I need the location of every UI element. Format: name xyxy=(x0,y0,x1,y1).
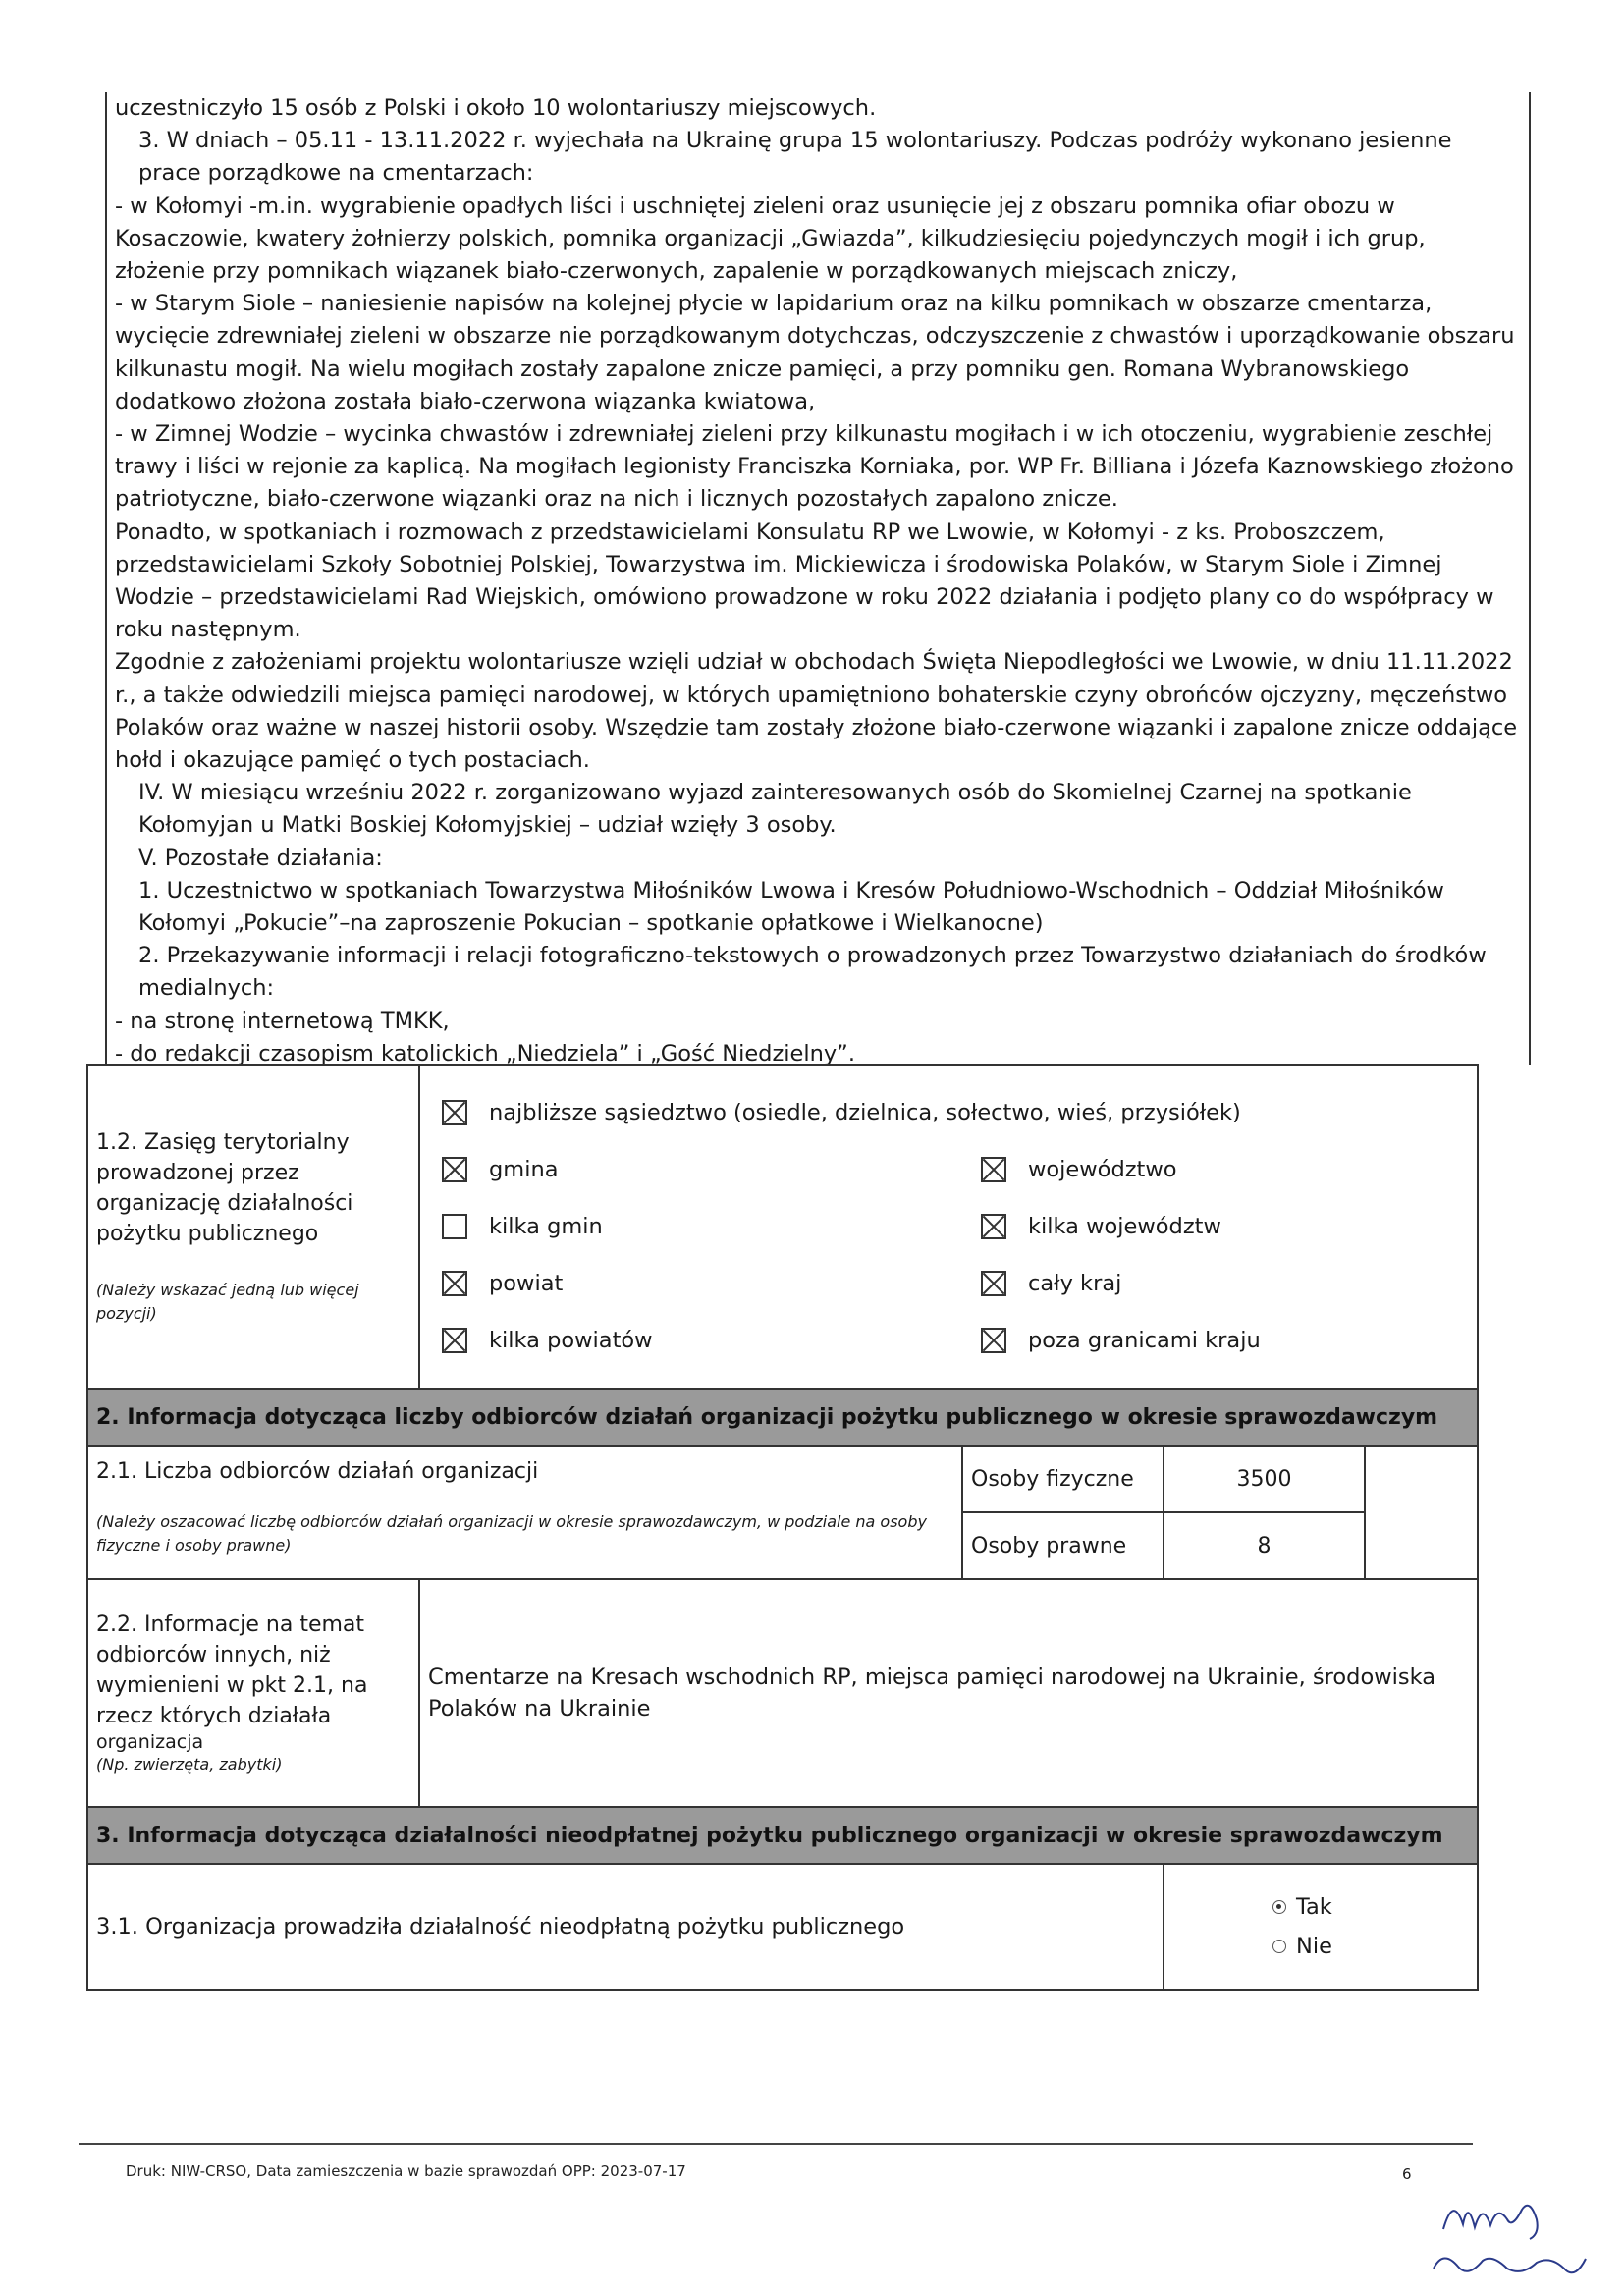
paragraph: 3. W dniach – 05.11 - 13.11.2022 r. wyjechała na Ukrainę grupa 15 wolontariuszy. Podczas podróży wykonano jesienne prace porządkowe na cmentarzach: xyxy=(138,128,1452,187)
page-number: 6 xyxy=(1402,2165,1412,2183)
recipients-note: (Należy oszacować liczbę odbiorców działań organizacji w okresie sprawozdawczym, w podziale na osoby fizyczne i osoby prawne) xyxy=(96,1512,927,1555)
option-kilka-gmin[interactable] xyxy=(442,1207,949,1246)
scope-label: 1.2. Zasięg terytorialny prowadzonej przez organizację działalności pożytku publicznego xyxy=(96,1130,353,1246)
section-2-header: 2. Informacja dotycząca liczby odbiorców działań organizacji pożytku publicznego w okresie sprawozdawczym xyxy=(87,1389,1478,1446)
section-3-header: 3. Informacja dotycząca działalności nieodpłatnej pożytku publicznego organizacji w okresie sprawozdawczym xyxy=(87,1807,1478,1864)
paragraph: Zgodnie z założeniami projektu wolontariusze wzięli udział w obchodach Święta Niepodległości we Lwowie, w dniu 11.11.2022 r., a także odwiedzili miejsca pamięci narodowej, w których upamiętniono bohaterskie czyny obrońców ojczyzny, męczeństwo Polaków oraz ważne w naszej historii osoby. Wszędzie tam zostały złożone biało-czerwone wiązanki i zapalone znicze oddające hołd i okazujące pamięć o tych postaciach. xyxy=(115,649,1518,774)
other-recipients-label-small: organizacja xyxy=(96,1731,204,1753)
handwritten-signature xyxy=(1414,2190,1610,2288)
radio-selected-icon[interactable] xyxy=(1272,1900,1286,1914)
checkbox-checked-icon[interactable] xyxy=(981,1214,1006,1239)
radio-tak[interactable] xyxy=(1272,1894,1477,1920)
option-label: kilka gmin xyxy=(489,1214,603,1239)
option-powiat[interactable] xyxy=(442,1264,949,1303)
scope-options-cell xyxy=(419,1065,1478,1389)
option-label: cały kraj xyxy=(1028,1271,1122,1296)
radio-empty-icon[interactable] xyxy=(1272,1940,1286,1953)
checkbox-checked-icon[interactable] xyxy=(442,1271,467,1296)
free-activity-radios xyxy=(1164,1864,1478,1990)
radio-label: Tak xyxy=(1296,1894,1332,1920)
paragraph: - na stronę internetową TMKK, xyxy=(115,1008,450,1034)
other-recipients-note: (Np. zwierzęta, zabytki) xyxy=(96,1755,283,1774)
scope-label-cell xyxy=(87,1065,419,1389)
checkbox-empty-icon[interactable] xyxy=(442,1214,467,1239)
option-kilka-powiatow[interactable] xyxy=(442,1321,949,1360)
paragraph: - w Kołomyi -m.in. wygrabienie opadłych liści i uschniętej zieleni oraz usunięcie jej z obszaru pomnika ofiar obozu w Kosaczowie, kwatery żołnierzy polskich, pomnika organizacji „Gwiazda”, kilkudziesięciu pojedynczych mogił i ich grup, złożenie przy pomnikach wiązanek biało-czerwonych, zapalenie w porządkowanych miejscach zniczy, xyxy=(115,192,1426,285)
footer-divider xyxy=(79,2143,1473,2145)
paragraph: - w Starym Siole – naniesienie napisów na kolejnej płycie w lapidarium oraz na kilku pomnikach w obszarze cmentarza, wycięcie zdrewniałej zieleni w obszarze nie porządkowanym dotychczas, odczyszczenie z chwastów i uporządkowanie obszaru kilkunastu mogił. Na wielu mogiłach zostały zapalone znicze pamięci, a przy pomniku gen. Romana Wybranowskiego dodatkowo złożona została biało-czerwona wiązanka kwiatowa, xyxy=(115,291,1515,414)
checkbox-checked-icon[interactable] xyxy=(442,1100,467,1125)
radio-nie[interactable] xyxy=(1272,1934,1477,1959)
option-gmina[interactable] xyxy=(442,1150,949,1189)
option-label: kilka województw xyxy=(1028,1214,1221,1239)
option-caly-kraj[interactable] xyxy=(949,1264,1457,1303)
legal-persons-value[interactable]: 8 xyxy=(1164,1512,1365,1579)
footer-print-info: Druk: NIW-CRSO, Data zamieszczenia w bazie sprawozdań OPP: 2023-07-17 xyxy=(126,2162,686,2180)
paragraph: 2. Przekazywanie informacji i relacji fotograficzno-tekstowych o prowadzonych przez Towarzystwo działaniach do środków medialnych: xyxy=(138,943,1487,1002)
other-recipients-value[interactable]: Cmentarze na Kresach wschodnich RP, miejsca pamięci narodowej na Ukrainie, środowiska Polaków na Ukrainie xyxy=(419,1579,1478,1807)
paragraph: V. Pozostałe działania: xyxy=(138,845,383,871)
report-form-table xyxy=(86,1064,1479,1991)
paragraph: uczestniczyło 15 osób z Polski i około 10 wolontariuszy miejscowych. xyxy=(115,95,877,121)
paragraph: Ponadto, w spotkaniach i rozmowach z przedstawicielami Konsulatu RP we Lwowie, w Kołomyi - z ks. Proboszczem, przedstawicielami Szkoły Sobotniej Polskiej, Towarzystwa im. Mickiewicza i środowiska Polaków, w Starym Siole i Zimnej Wodzie – przedstawicielami Rad Wiejskich, omówiono prowadzone w roku 2022 działania i podjęto plany co do współpracy w roku następnym. xyxy=(115,519,1494,643)
option-label: gmina xyxy=(489,1157,559,1182)
paragraph: - do redakcji czasopism katolickich „Niedziela” i „Gość Niedzielny”. xyxy=(115,1040,855,1066)
option-label: województwo xyxy=(1028,1157,1177,1182)
checkbox-checked-icon[interactable] xyxy=(442,1157,467,1182)
option-label: powiat xyxy=(489,1271,564,1296)
empty-cell xyxy=(1365,1446,1478,1579)
recipients-label: 2.1. Liczba odbiorców działań organizacji xyxy=(96,1459,539,1484)
checkbox-checked-icon[interactable] xyxy=(981,1271,1006,1296)
radio-label: Nie xyxy=(1296,1934,1332,1959)
narrative-continuation xyxy=(105,92,1531,1065)
other-recipients-label: 2.2. Informacje na temat odbiorców innych, niż wymienieni w pkt 2.1, na rzecz których działała xyxy=(96,1613,368,1728)
option-kilka-wojewodztw[interactable] xyxy=(949,1207,1457,1246)
natural-persons-value[interactable]: 3500 xyxy=(1164,1446,1365,1512)
option-wojewodztwo[interactable] xyxy=(949,1150,1457,1189)
legal-persons-label: Osoby prawne xyxy=(962,1512,1164,1579)
checkbox-checked-icon[interactable] xyxy=(981,1328,1006,1353)
option-label: kilka powiatów xyxy=(489,1328,653,1353)
other-recipients-label-cell xyxy=(87,1579,419,1807)
free-activity-label: 3.1. Organizacja prowadziła działalność nieodpłatną pożytku publicznego xyxy=(87,1864,1164,1990)
natural-persons-label: Osoby fizyczne xyxy=(962,1446,1164,1512)
checkbox-checked-icon[interactable] xyxy=(442,1328,467,1353)
scope-note: (Należy wskazać jedną lub więcej pozycji) xyxy=(96,1281,359,1323)
option-neighborhood[interactable] xyxy=(442,1093,1457,1132)
option-poza-granicami[interactable] xyxy=(949,1321,1457,1360)
option-label: najbliższe sąsiedztwo (osiedle, dzielnica, sołectwo, wieś, przysiółek) xyxy=(489,1100,1241,1125)
option-label: poza granicami kraju xyxy=(1028,1328,1261,1353)
paragraph: IV. W miesiącu wrześniu 2022 r. zorganizowano wyjazd zainteresowanych osób do Skomielnej Czarnej na spotkanie Kołomyjan u Matki Boskiej Kołomyjskiej – udział wzięły 3 osoby. xyxy=(138,780,1412,839)
paragraph: 1. Uczestnictwo w spotkaniach Towarzystwa Miłośników Lwowa i Kresów Południowo-Wschodnich – Oddział Miłośników Kołomyi „Pokucie”–na zaproszenie Pokucian – spotkanie opłatkowe i Wielkanocne) xyxy=(138,877,1444,937)
paragraph: - w Zimnej Wodzie – wycinka chwastów i zdrewniałej zieleni przy kilkunastu mogiłach i w ich otoczeniu, wygrabienie zeschłej trawy i liści w rejonie za kaplicą. Na mogiłach legionisty Franciszka Korniaka, por. WP Fr. Billiana i Józefa Kaznowskiego złożono patriotyczne, biało-czerwone wiązanki oraz na nich i licznych pozostałych zapalono znicze. xyxy=(115,421,1514,513)
checkbox-checked-icon[interactable] xyxy=(981,1157,1006,1182)
recipients-label-cell xyxy=(87,1446,962,1579)
